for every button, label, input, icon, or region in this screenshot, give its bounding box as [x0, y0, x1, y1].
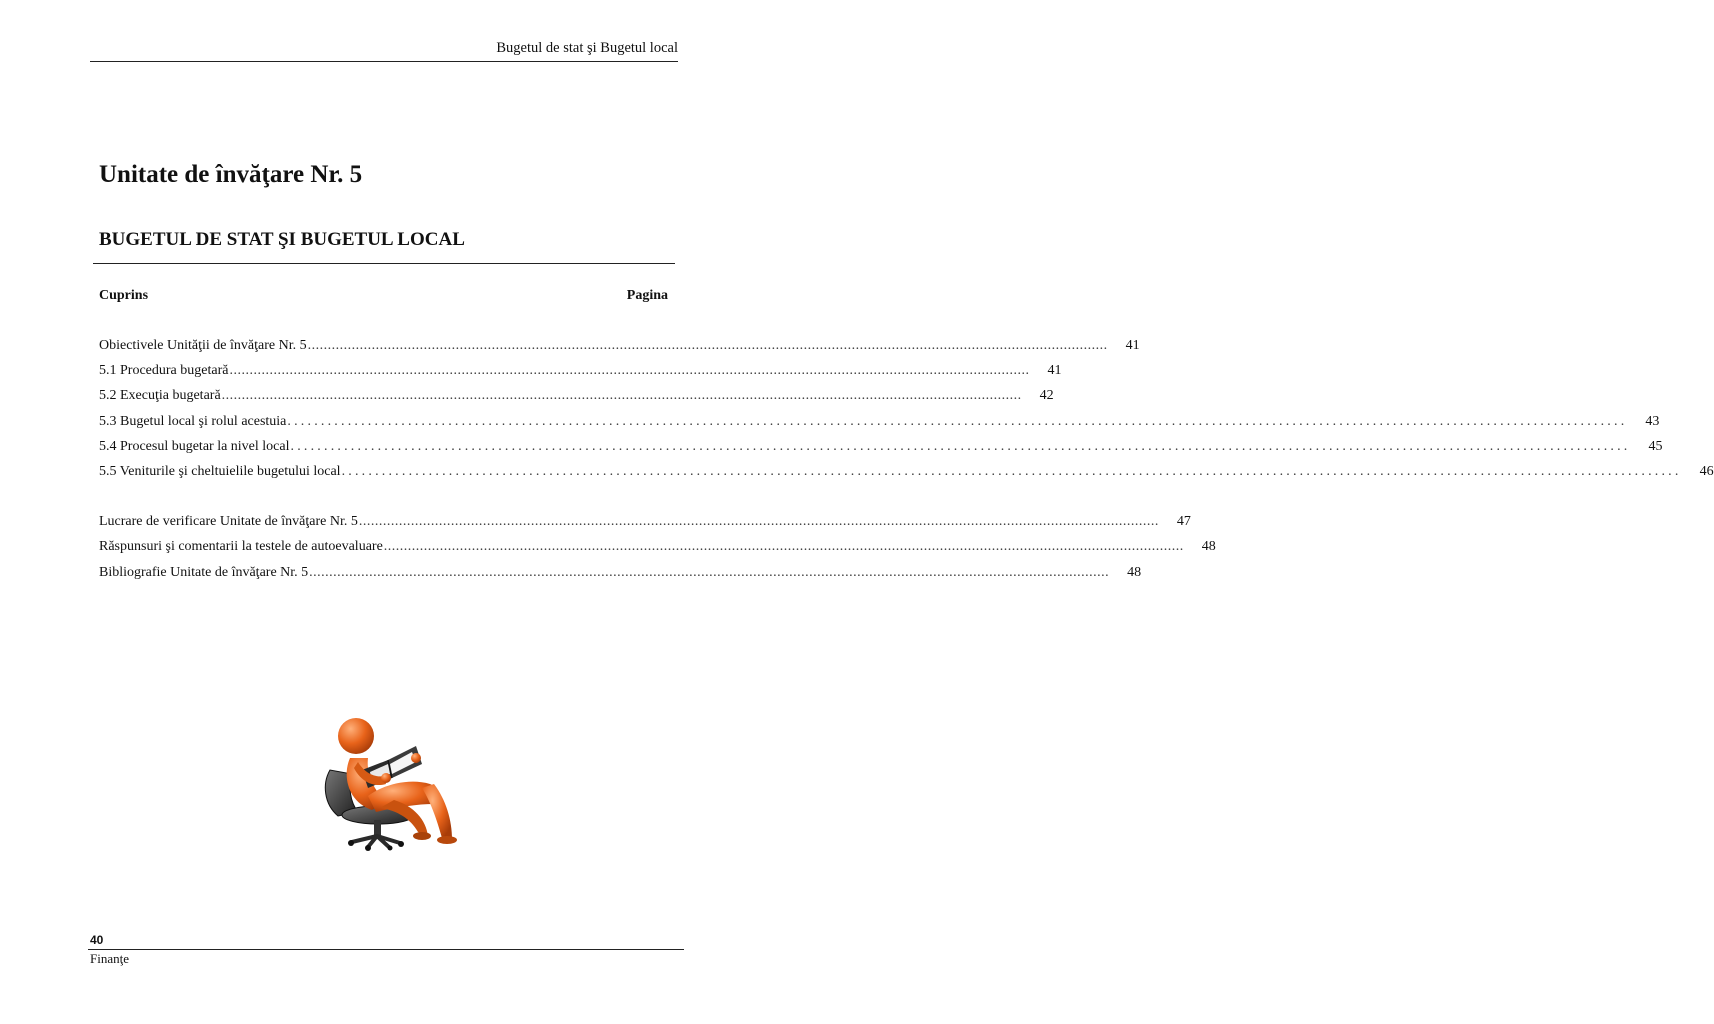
toc-entry-label: Obiectivele Unităţii de învăţare Nr. 5 [99, 338, 307, 353]
toc-entry[interactable] [99, 464, 1714, 484]
toc-header [99, 288, 668, 304]
toc-entry-label: Lucrare de verificare Unitate de învăţare Nr. 5 [99, 514, 358, 529]
toc-entry-label: 5.3 Bugetul local şi rolul acestuia [99, 414, 287, 429]
toc-entry[interactable] [99, 514, 1191, 534]
toc-entry[interactable] [99, 539, 1216, 559]
unit-title: Unitate de învăţare Nr. 5 [99, 161, 363, 188]
toc-entry-page: 47 [1176, 514, 1191, 529]
toc-leader: ........................................................................................................................................................................................................ [309, 565, 1110, 580]
toc-entry-label: Răspunsuri şi comentarii la testele de autoevaluare [99, 539, 383, 554]
toc-entry-label: Bibliografie Unitate de învăţare Nr. 5 [99, 565, 309, 580]
toc-entry[interactable] [99, 565, 1142, 585]
title-divider [93, 263, 675, 264]
toc-entry[interactable] [99, 338, 1140, 358]
toc-entry-page: 41 [1047, 363, 1062, 378]
toc-leader: ........................................................................................................................................................................................................ [341, 464, 1682, 479]
running-header: Bugetul de stat şi Bugetul local [496, 40, 678, 56]
footer-divider [88, 949, 684, 950]
header-divider [90, 61, 678, 62]
toc-entry-label: 5.2 Execuţia bugetară [99, 388, 221, 403]
toc-leader: ........................................................................................................................................................................................................ [287, 414, 1628, 429]
toc-leader: ........................................................................................................................................................................................................ [383, 539, 1184, 554]
page-number: 40 [90, 933, 104, 947]
toc-entry[interactable] [99, 414, 1660, 434]
toc-contents-label: Cuprins [99, 288, 149, 303]
toc-entry-label: 5.4 Procesul bugetar la nivel local [99, 439, 290, 454]
chapter-title: BUGETUL DE STAT ŞI BUGETUL LOCAL [99, 229, 465, 250]
footer-title: Finanţe [90, 951, 129, 966]
person-reading-icon [318, 712, 458, 850]
toc-page-label: Pagina [626, 288, 668, 303]
toc-entry-page: 48 [1127, 565, 1142, 580]
toc-entry[interactable] [99, 363, 1062, 383]
toc-entry[interactable] [99, 439, 1663, 459]
toc-entry-page: 42 [1039, 388, 1054, 403]
toc-entry[interactable] [99, 388, 1054, 408]
toc-leader: ........................................................................................................................................................................................................ [290, 439, 1631, 454]
toc-entry-page: 45 [1648, 439, 1663, 454]
toc-leader: ........................................................................................................................................................................................................ [221, 388, 1022, 403]
toc-entry-page: 43 [1645, 414, 1660, 429]
toc-leader: ........................................................................................................................................................................................................ [229, 363, 1030, 378]
toc-entry-label: 5.1 Procedura bugetară [99, 363, 229, 378]
toc-leader: ........................................................................................................................................................................................................ [358, 514, 1159, 529]
toc-entry-page: 46 [1699, 464, 1714, 479]
toc-leader: ........................................................................................................................................................................................................ [307, 338, 1108, 353]
toc-entry-page: 41 [1125, 338, 1140, 353]
toc-entry-page: 48 [1201, 539, 1216, 554]
toc-entry-label: 5.5 Veniturile şi cheltuielile bugetului local [99, 464, 341, 479]
